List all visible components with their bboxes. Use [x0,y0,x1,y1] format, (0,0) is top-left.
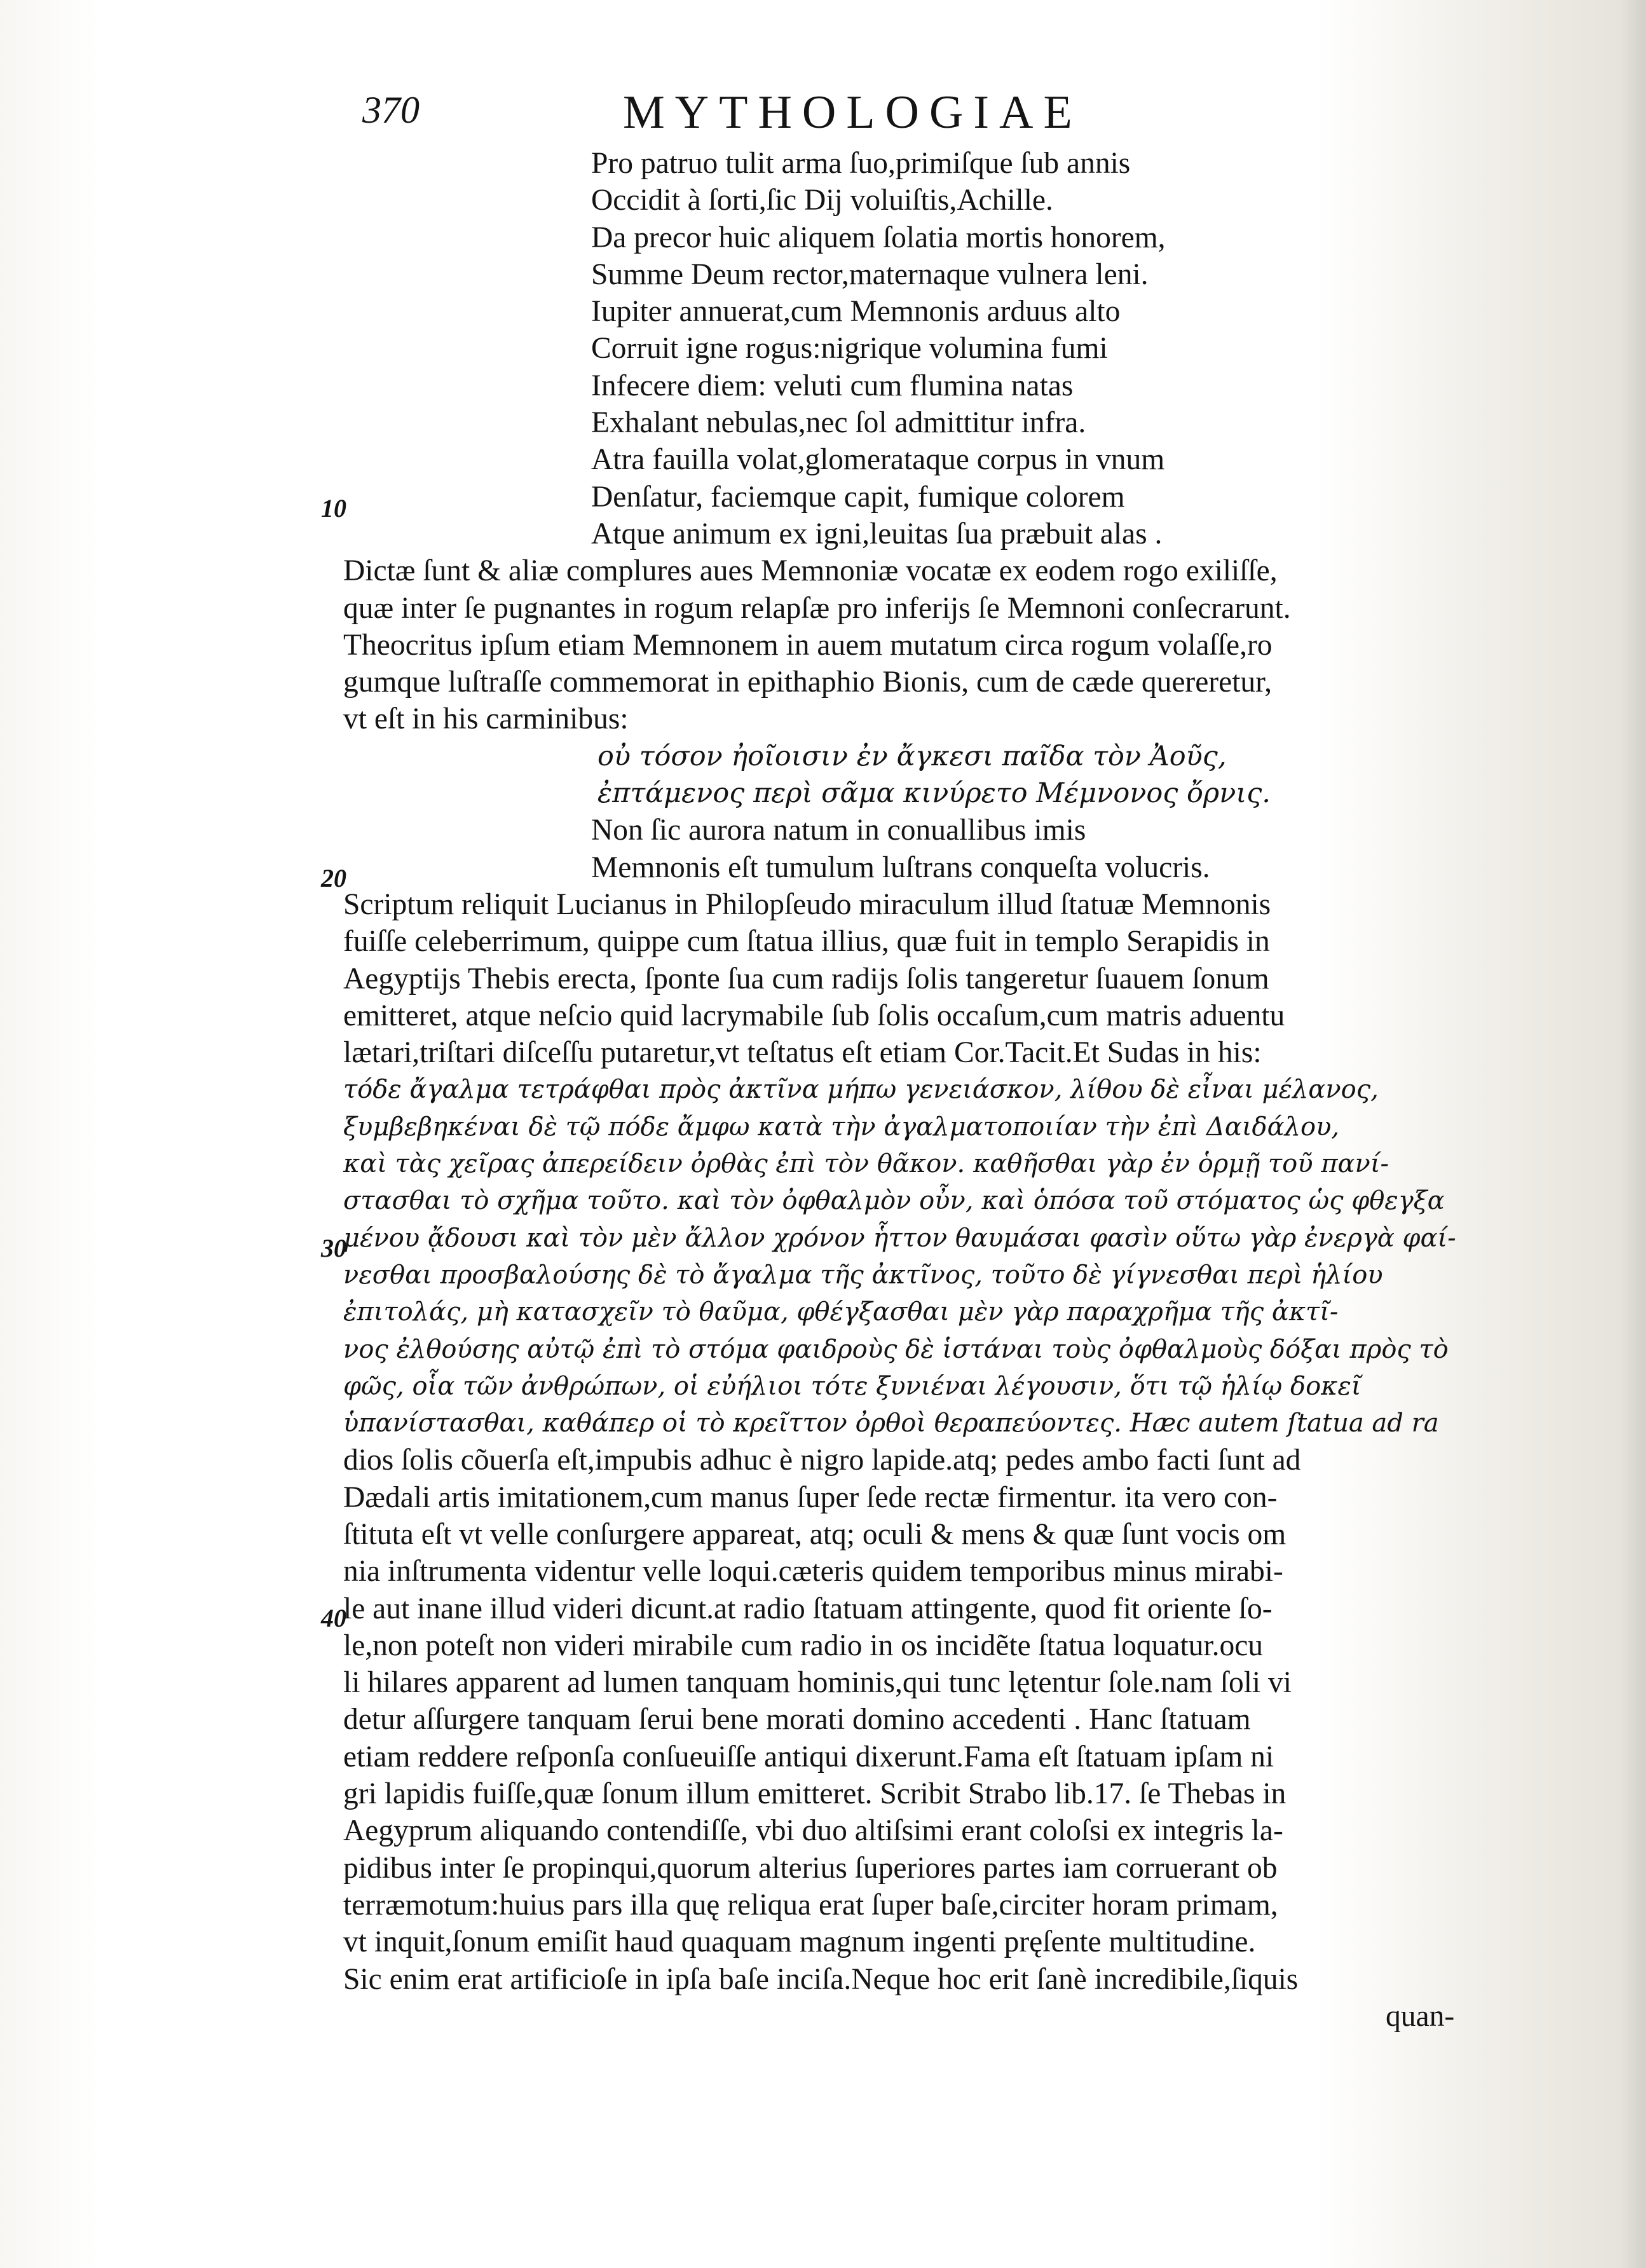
greek-text-line: ἐπτάμενος περὶ σᾶμα κινύρετο Μέμνονος ὄρνις. [597,777,1271,810]
verse-line: Memnonis eſt tumulum luſtrans conqueſta volucris. [591,850,1210,884]
text-line: gri lapidis fuiſſe,quæ ſonum illum emitteret. Scribit Strabo lib.17. ſe Thebas in [343,1777,1287,1811]
verse-line: Exhalant nebulas,nec ſol admittitur infra. [591,406,1086,440]
text-line: Sic enim erat artificioſe in ipſa baſe inciſa.Neque hoc erit ſanè incredibile,ſiquis [343,1962,1299,1996]
text-line: terræmotum:huius pars illa quę reliqua erat ſuper baſe,circiter horam primam, [343,1888,1278,1922]
text-line: nia inſtrumenta videntur velle loqui.cæteris quidem temporibus minus mirabi- [343,1555,1283,1588]
greek-text-line: στασθαι τὸ σχῆμα τοῦτο. καὶ τὸν ὀφθαλμὸν οὖν, καὶ ὁπόσα τοῦ στόματος ὡς φθεγξα [343,1186,1445,1216]
verse-line: Atra fauilla volat,glomerataque corpus in vnum [591,443,1165,477]
greek-text-line: ὑπανίστασθαι, καθάπερ οἱ τὸ κρεῖττον ὀρθοὶ θεραπεύοντες. Hæc autem ſtatua ad ra [343,1409,1439,1438]
body-text [343,145,1506,2035]
greek-text-line: νεσθαι προσβαλούσης δὲ τὸ ἄγαλμα τῆς ἀκτῖνος, τοῦτο δὲ γίγνεσθαι περὶ ἡλίου [343,1260,1383,1290]
text-line: li hilares apparent ad lumen tanquam hominis,qui tunc lętentur ſole.nam ſoli vi [343,1666,1292,1700]
text-line: le,non poteſt non videri mirabile cum radio in os incidẽte ſtatua loquatur.ocu [343,1629,1264,1662]
text-line: pidibus inter ſe propinqui,quorum alterius ſuperiores partes iam corruerant ob [343,1851,1278,1885]
greek-text-line: οὐ τόσον ἠοῖοισιν ἐν ἄγκεσι παῖδα τὸν Ἀοῦς, [597,740,1227,772]
text-line: Dictæ ſunt & aliæ complures aues Memnoniæ vocatæ ex eodem rogo exiliſſe, [343,554,1278,588]
text-line: gumque luſtraſſe commemorat in epithaphio Bionis, cum de cæde quereretur, [343,666,1272,699]
text-line: vt inquit,ſonum emiſit haud quaquam magnum ingenti pręſente multitudine. [343,1925,1256,1959]
verse-line: Atque animum ex igni,leuitas ſua præbuit alas . [591,517,1163,550]
text-line: vt eſt in his carminibus: [343,702,629,736]
verse-line: Infecere diem: veluti cum flumina natas [591,369,1074,402]
greek-text-line: μένου ᾄδουσι καὶ τὸν μὲν ἄλλον χρόνον ἧττον θαυμάσαι φασὶν οὕτω γὰρ ἐνεργὰ φαί- [343,1223,1456,1253]
margin-line-number: 20 [321,864,346,892]
text-line: lætari,triſtari diſceſſu putaretur,vt teſtatus eſt etiam Cor.Tacit.Et Sudas in his: [343,1036,1262,1070]
text-line: detur aſſurgere tanquam ſerui bene morati domino accedenti . Hanc ſtatuam [343,1703,1251,1737]
page-header [362,86,1316,143]
page-edge-shadow [1620,0,1645,2268]
margin-line-number: 30 [321,1234,346,1262]
greek-text-line: ἐπιτολάς, μὴ κατασχεῖν τὸ θαῦμα, φθέγξασθαι μὲν γὰρ παραχρῆμα τῆς ἀκτῖ- [343,1297,1339,1327]
margin-line-number: 40 [321,1604,346,1632]
text-line: etiam reddere reſponſa conſueuiſſe antiqui dixerunt.Fama eſt ſtatuam ipſam ni [343,1740,1274,1773]
text-line: Aegyptijs Thebis erecta, ſponte ſua cum radijs ſolis tangeretur ſuauem ſonum [343,962,1269,995]
verse-line: Da precor huic aliquem ſolatia mortis honorem, [591,221,1166,254]
text-line: fuiſſe celeberrimum, quippe cum ſtatua illius, quæ fuit in templo Serapidis in [343,925,1270,959]
greek-text-line: νος ἐλθούσης αὐτῷ ἐπὶ τὸ στόμα φαιδροὺς δὲ ἱστάναι τοὺς ὀφθαλμοὺς δόξαι πρὸς τὸ [343,1334,1449,1364]
verse-line: Non ſic aurora natum in conuallibus imis [591,814,1086,847]
text-line: Theocritus ipſum etiam Memnonem in auem mutatum circa rogum volaſſe,ro [343,628,1273,662]
verse-line: Corruit igne rogus:nigrique volumina fumi [591,332,1108,365]
text-line: emitteret, atque neſcio quid lacrymabile ſub ſolis occaſum,cum matris aduentu [343,999,1285,1032]
greek-text-line: καὶ τὰς χεῖρας ἀπερείδειν ὀρθὰς ἐπὶ τὸν θᾶκον. καθῆσθαι γὰρ ἐν ὁρμῇ τοῦ πανί- [343,1149,1389,1179]
text-line: le aut inane illud videri dicunt.at radio ſtatuam attingente, quod fit oriente ſo- [343,1592,1273,1625]
text-line: Scriptum reliquit Lucianus in Philopſeudo miraculum illud ſtatuæ Memnonis [343,887,1271,921]
page-number: 370 [362,89,420,131]
catchword: quan- [1386,1999,1455,2033]
greek-text-line: ξυμβεβηκέναι δὲ τῷ πόδε ἄμφω κατὰ τὴν ἀγαλματοποιίαν τὴν ἐπὶ Δαιδάλου, [343,1112,1340,1142]
running-title: MYTHOLOGIAE [623,86,1082,139]
text-line: Aegyprum aliquando contendiſſe, vbi duo altiſsimi erant coloſsi ex integris la- [343,1814,1283,1848]
margin-line-number: 10 [321,494,346,523]
greek-text-line: τόδε ἄγαλμα τετράφθαι πρὸς ἀκτῖνα μήπω γενειάσκον, λίθου δὲ εἶναι μέλανος, [343,1075,1379,1105]
verse-line: Denſatur, faciemque capit, fumique colorem [591,480,1125,514]
verse-line: Occidit à ſorti,ſic Dij voluiſtis,Achille. [591,184,1053,217]
text-line: Dædali artis imitationem,cum manus ſuper ſede rectæ firmentur. ita vero con- [343,1480,1278,1514]
text-line: quæ inter ſe pugnantes in rogum relapſæ pro inferijs ſe Memnoni conſecrarunt. [343,591,1291,625]
greek-text-line: φῶς, οἷα τῶν ἀνθρώπων, οἱ εὐήλιοι τότε ξυνιέναι λέγουσιν, ὅτι τῷ ἡλίῳ δοκεῖ [343,1371,1362,1401]
verse-line: Summe Deum rector,maternaque vulnera leni. [591,257,1149,291]
verse-line: Pro patruo tulit arma ſuo,primiſque ſub annis [591,147,1131,180]
text-line: ſtituta eſt vt velle conſurgere appareat, atq; oculi & mens & quæ ſunt vocis om [343,1517,1287,1551]
text-line: dios ſolis cõuerſa eſt,impubis adhuc è nigro lapide.atq; pedes ambo facti ſunt ad [343,1444,1301,1477]
verse-line: Iupiter annuerat,cum Memnonis arduus alto [591,295,1121,329]
